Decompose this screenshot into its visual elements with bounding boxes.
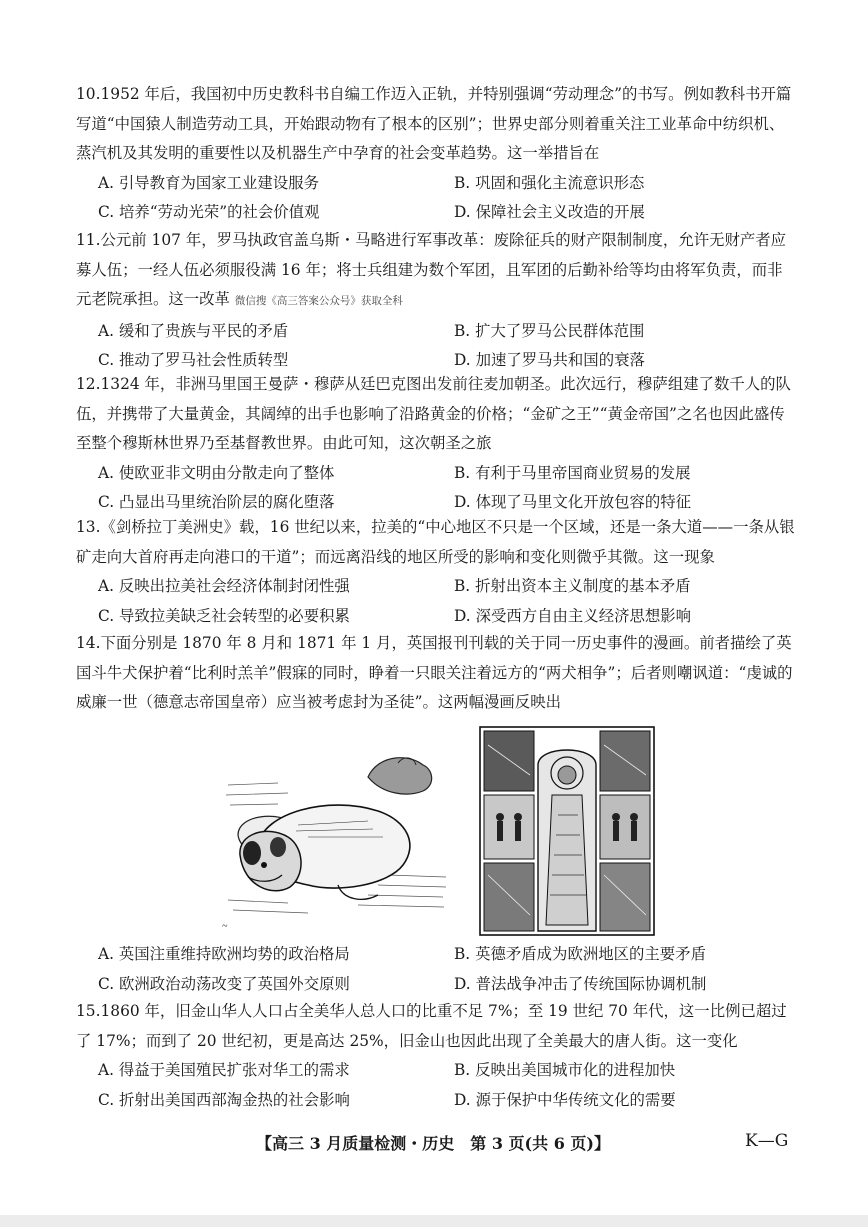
option-d: D. 普法战争冲击了传统国际协调机制 bbox=[454, 974, 707, 993]
question-number: 13. bbox=[76, 518, 101, 536]
question-12 bbox=[76, 370, 796, 518]
question-10 bbox=[76, 80, 796, 228]
option-d: D. 深受西方自由主义经济思想影响 bbox=[454, 606, 692, 625]
question-stem: 13.《剑桥拉丁美洲史》载，16 世纪以来，拉美的“中心地区不只是一个区域，还是一条大道——一条从银矿走向大首府再走向港口的干道”；而远离沿线的地区所受的影响和变化则微乎其微。这一现象 bbox=[76, 518, 795, 566]
options bbox=[98, 459, 796, 518]
option-c: C. 导致拉美缺乏社会转型的必要积累 bbox=[98, 606, 350, 625]
paper-code: K—G bbox=[745, 1131, 789, 1151]
question-number: 10. bbox=[76, 85, 101, 103]
saint-cartoon bbox=[480, 727, 654, 935]
question-stem: 11.公元前 107 年，罗马执政官盖乌斯・马略进行军事改革：废除征兵的财产限制制度，允许无财产者应募人伍；一经人伍必须服役满 16 年；将士兵组建为数个军团，且军团的后勤补给等均由将军负责，而非元老院承担。这一改革 微信搜《高三答案公众号》获取全科 bbox=[76, 231, 787, 309]
option-a: A. 使欧亚非文明由分散走向了整体 bbox=[98, 463, 335, 482]
options bbox=[98, 572, 796, 631]
option-c: C. 推动了罗马社会性质转型 bbox=[98, 351, 289, 370]
question-number: 11. bbox=[76, 231, 101, 249]
option-d: D. 体现了马里文化开放包容的特征 bbox=[454, 493, 692, 512]
question-14 bbox=[76, 629, 796, 718]
svg-text:~: ~ bbox=[222, 921, 228, 932]
option-a: A. 得益于美国殖民扩张对华工的需求 bbox=[98, 1061, 350, 1080]
option-d: D. 加速了罗马共和国的衰落 bbox=[454, 351, 645, 370]
option-b: B. 英德矛盾成为欧洲地区的主要矛盾 bbox=[454, 945, 706, 963]
option-a: A. 反映出拉美社会经济体制封闭性强 bbox=[98, 577, 350, 596]
options bbox=[98, 940, 818, 999]
question-stem: 14.下面分别是 1870 年 8 月和 1871 年 1 月，英国报刊刊载的关于同一历史事件的漫画。前者描绘了英国斗牛犬保护着“比利时羔羊”假寐的同时，睁着一只眼关注着远方的“两犬相争”；后者则嘲讽道：“虔诚的威廉一世（德意志帝国皇帝）应当被考虑封为圣徒”。这两幅漫画反映出 bbox=[76, 634, 793, 712]
footer-title: 【高三 3 月质量检测・历史 第 3 页(共 6 页)】 bbox=[256, 1134, 610, 1153]
option-c: C. 凸显出马里统治阶层的腐化堕落 bbox=[98, 493, 335, 512]
option-d: D. 源于保护中华传统文化的需要 bbox=[454, 1090, 676, 1109]
option-a: A. 英国注重维持欧洲均势的政治格局 bbox=[98, 945, 350, 963]
watermark-text: 微信搜《高三答案公众号》获取全科 bbox=[234, 295, 403, 308]
option-d: D. 保障社会主义改造的开展 bbox=[454, 203, 645, 222]
question-number: 12. bbox=[76, 375, 101, 393]
option-c: C. 折射出美国西部淘金热的社会影响 bbox=[98, 1090, 350, 1109]
option-b: B. 巩固和强化主流意识形态 bbox=[454, 173, 645, 192]
bulldog-cartoon bbox=[218, 743, 450, 933]
question-15 bbox=[76, 997, 796, 1115]
option-a: A. 引导教育为国家工业建设服务 bbox=[98, 173, 319, 192]
option-c: C. 培养“劳动光荣”的社会价值观 bbox=[98, 203, 320, 222]
question-13 bbox=[76, 513, 796, 631]
question-14-options bbox=[98, 940, 818, 999]
question-stem: 15.1860 年，旧金山华人人口占全美华人总人口的比重不足 7%；至 19 世纪 70 年代，这一比例已超过了 17%；而到了 20 世纪初，更是高达 25%，旧金山也因此出现了全美最大的唐人街。这一变化 bbox=[76, 1002, 787, 1050]
question-number: 15. bbox=[76, 1002, 101, 1020]
option-b: B. 折射出资本主义制度的基本矛盾 bbox=[454, 577, 691, 596]
options bbox=[98, 317, 796, 376]
option-a: A. 缓和了贵族与平民的矛盾 bbox=[98, 321, 289, 340]
cartoon-images bbox=[218, 725, 658, 937]
question-stem: 10.1952 年后，我国初中历史教科书自编工作迈入正轨，并特别强调“劳动理念”的书写。例如教科书开篇写道“中国猿人制造劳动工具，开始跟动物有了根本的区别”；世界史部分则着重关注工业革命中纺织机、蒸汽机及其发明的重要性以及机器生产中孕育的社会变革趋势。这一举措旨在 bbox=[76, 85, 792, 163]
options bbox=[98, 1056, 796, 1115]
option-c: C. 欧洲政治动荡改变了英国外交原则 bbox=[98, 974, 350, 993]
option-b: B. 有利于马里帝国商业贸易的发展 bbox=[454, 463, 691, 482]
option-b: B. 反映出美国城市化的进程加快 bbox=[454, 1061, 676, 1080]
question-number: 14. bbox=[76, 634, 101, 652]
question-11 bbox=[76, 226, 796, 376]
options bbox=[98, 169, 796, 228]
option-b: B. 扩大了罗马公民群体范围 bbox=[454, 321, 645, 340]
scan-edge bbox=[0, 1215, 868, 1227]
question-stem: 12.1324 年，非洲马里国王曼萨・穆萨从廷巴克图出发前往麦加朝圣。此次远行，穆萨组建了数千人的队伍，并携带了大量黄金，其阔绰的出手也影响了沿路黄金的价格；“金矿之王”“黄金帝国”之名也因此盛传至整个穆斯林世界乃至基督教世界。由此可知，这次朝圣之旅 bbox=[76, 375, 791, 453]
